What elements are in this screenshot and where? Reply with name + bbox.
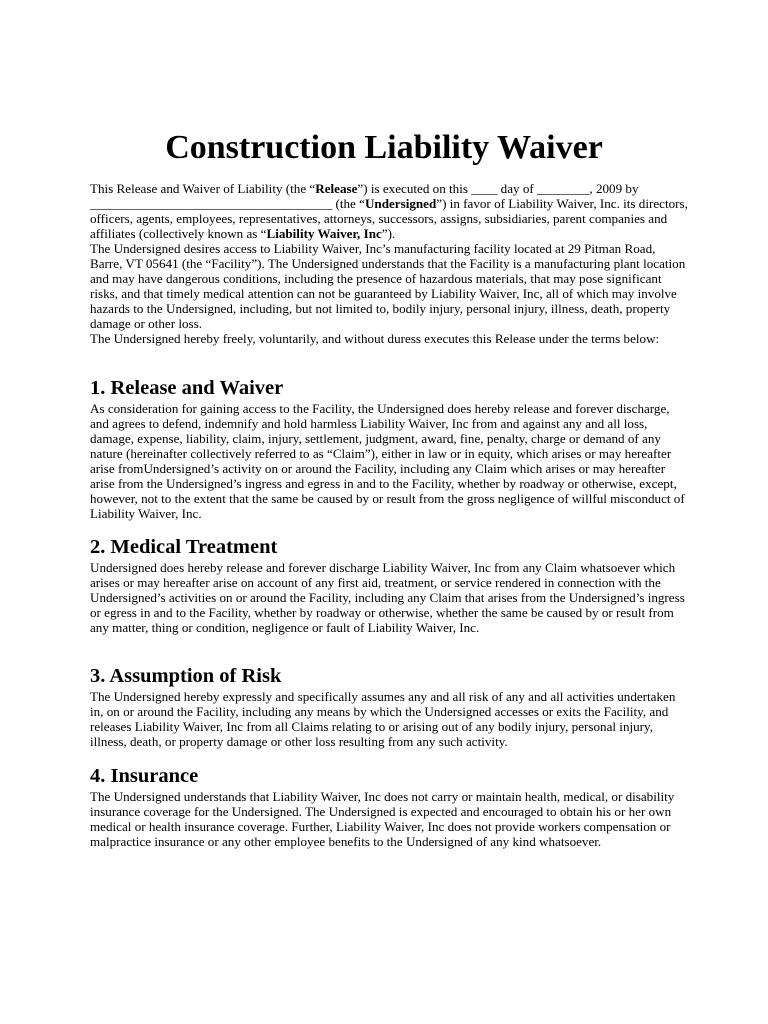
section-body	[90, 789, 690, 849]
intro-paragraph-2: The Undersigned desires access to Liability Waiver, Inc’s manufacturing facility located at 29 Pitman Road, Barre, VT 05641 (the “Facility”). The Undersigned understands that the Facility is a manufacturing plant location and may have dangerous conditions, including the presence of hazardous materials, that may pose significant risks, and that timely medical attention can not be guaranteed by Liability Waiver, Inc, all of which may involve hazards to the Undersigned, including, but not limited to, bodily injury, personal injury, illness, death, property damage or other loss.	[90, 241, 686, 331]
section-paragraph: As consideration for gaining access to the Facility, the Undersigned does hereby release and forever discharge, and agrees to defend, indemnify and hold harmless Liability Waiver, Inc from and against any and all loss, damage, expense, liability, claim, injury, settlement, judgment, award, fine, penalty, charge or demand of any nature (hereinafter collectively referred to as “Claim”), either in law or in equity, which arises or may hereafter arise fromUndersigned’s activity on or around the Facility, including any Claim which arises or may hereafter arise from the Undersigned’s ingress and egress in and to the Facility, whether by roadway or otherwise, except, however, not to the extent that the same be caused by or result from the gross negligence of willful misconduct of Liability Waiver, Inc.	[90, 401, 685, 521]
intro-block	[90, 181, 690, 346]
intro-paragraph-3: The Undersigned hereby freely, voluntarily, and without duress executes this Release under the terms below:	[90, 331, 660, 346]
document-title: Construction Liability Waiver	[165, 129, 603, 166]
intro-paragraph-1	[90, 181, 690, 241]
section-paragraph: The Undersigned understands that Liability Waiver, Inc does not carry or maintain health, medical, or disability insurance coverage for the Undersigned. The Undersigned is expected and encouraged to obtain his or her own medical or health insurance coverage. Further, Liability Waiver, Inc does not provide workers compensation or malpractice insurance or any other employee benefits to the Undersigned of any kind whatsoever.	[90, 789, 675, 849]
section-heading: 2. Medical Treatment	[90, 536, 278, 558]
section-heading: 1. Release and Waiver	[90, 377, 284, 399]
section-body	[90, 560, 690, 635]
intro-text: ”) in favor of Liability Waiver, Inc. its directors, officers, agents, employees, representatives, attorneys, successors, assigns, subsidiaries, parent companies and affiliates (collectively known as “	[90, 196, 688, 241]
section-body	[90, 401, 690, 521]
section-paragraph: The Undersigned hereby expressly and specifically assumes any and all risk of any and all activities undertaken in, on or around the Facility, including any means by which the Undersigned accesses or exits the Facility, and releases Liability Waiver, Inc from all Claims relating to or arising out of any bodily injury, personal injury, illness, death, or property damage or other loss resulting from any such activity.	[90, 689, 676, 749]
section-heading: 3. Assumption of Risk	[90, 665, 282, 687]
section-heading: 4. Insurance	[90, 765, 199, 787]
release-term: Release	[315, 181, 358, 196]
section-body	[90, 689, 690, 749]
undersigned-term: Undersigned	[364, 196, 437, 211]
intro-text: ”).	[381, 226, 396, 241]
intro-text: This Release and Waiver of Liability (the “	[90, 181, 316, 196]
company-term: Liability Waiver, Inc	[266, 226, 382, 241]
section-paragraph: Undersigned does hereby release and forever discharge Liability Waiver, Inc from any Claim whatsoever which arises or may hereafter arise on account of any first aid, treatment, or service rendered in connection with the Undersigned’s activities on or around the Facility, including any Claim that arises from the Undersigned’s ingress or egress in and to the Facility, whether by roadway or otherwise, whether the same be caused by or result from any matter, thing or condition, negligence or fault of Liability Waiver, Inc.	[90, 560, 685, 635]
intro-text: ”) is executed on this ____ day of ________, 2009 by _____________________________________ (the “	[90, 181, 639, 211]
